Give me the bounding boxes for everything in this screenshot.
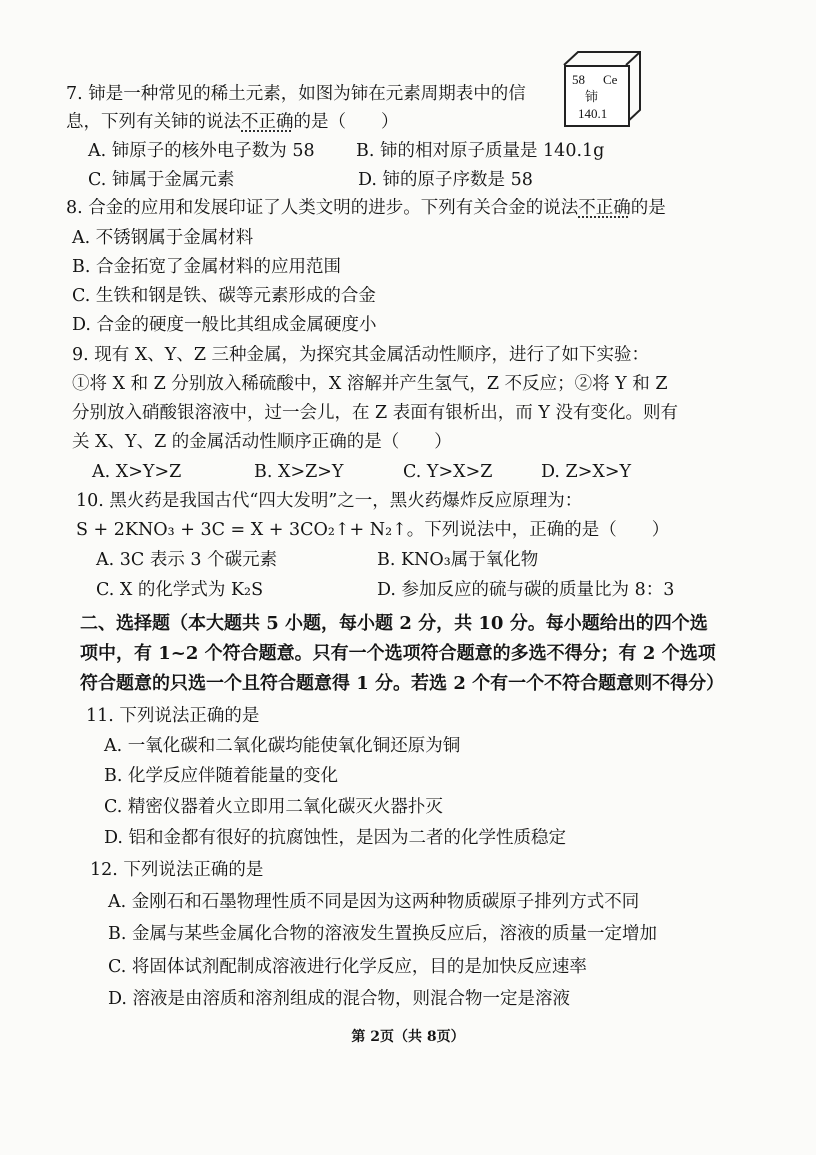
element-name: 铈 bbox=[585, 89, 599, 104]
q8-option-d: D. 合金的硬度一般比其组成金属硬度小 bbox=[72, 315, 377, 335]
q10-stem-line1: 10. 黑火药是我国古代“四大发明”之一，黑火药爆炸反应原理为： bbox=[76, 491, 583, 511]
q11-option-b: B. 化学反应伴随着能量的变化 bbox=[104, 766, 338, 786]
q10-option-d: D. 参加反应的硫与碳的质量比为 8：3 bbox=[377, 580, 675, 600]
q7-stem-text-b: 的是（ ） bbox=[293, 112, 399, 132]
q7-stem-line1: 7. 铈是一种常见的稀土元素，如图为铈在元素周期表中的信 bbox=[66, 84, 526, 104]
q8-option-b: B. 合金拓宽了金属材料的应用范围 bbox=[72, 257, 341, 277]
q7-stem-line2 bbox=[66, 110, 399, 134]
q7-option-c: C. 铈属于金属元素 bbox=[88, 170, 235, 190]
q9-stem-line1: 9. 现有 X、Y、Z 三种金属，为探究其金属活动性顺序，进行了如下实验： bbox=[72, 345, 650, 365]
section2-heading-line1: 二、选择题（本大题共 5 小题，每小题 2 分，共 10 分。每小题给出的四个选 bbox=[80, 613, 708, 634]
q8-stem-text-b: 的是 bbox=[630, 198, 666, 218]
q10-option-a: A. 3C 表示 3 个碳元素 bbox=[96, 550, 278, 570]
q12-option-c: C. 将固体试剂配制成溶液进行化学反应，目的是加快反应速率 bbox=[108, 957, 587, 977]
q9-option-b: B. X>Z>Y bbox=[254, 462, 344, 482]
q7-emphasis: 不正确 bbox=[241, 112, 294, 132]
q7-option-d: D. 铈的原子序数是 58 bbox=[358, 170, 533, 190]
q10-option-c: C. X 的化学式为 K₂S bbox=[96, 580, 264, 600]
q8-stem-text-a: 8. 合金的应用和发展印证了人类文明的进步。下列有关合金的说法 bbox=[66, 198, 579, 218]
q8-option-c: C. 生铁和钢是铁、碳等元素形成的合金 bbox=[72, 286, 376, 306]
q9-option-d: D. Z>X>Y bbox=[541, 462, 632, 482]
q9-stem-line3: 分别放入硝酸银溶液中，过一会儿，在 Z 表面有银析出，而 Y 没有变化。则有 bbox=[72, 403, 678, 423]
q12-stem: 12. 下列说法正确的是 bbox=[90, 860, 264, 880]
q9-option-a: A. X>Y>Z bbox=[92, 462, 182, 482]
q11-option-c: C. 精密仪器着火立即用二氧化碳灭火器扑灭 bbox=[104, 797, 443, 817]
section2-heading-line2: 项中，有 1~2 个符合题意。只有一个选项符合题意的多选不得分；有 2 个选项 bbox=[80, 643, 716, 664]
element-symbol: Ce bbox=[603, 72, 618, 87]
q8-option-a: A. 不锈钢属于金属材料 bbox=[72, 228, 254, 248]
q12-option-b: B. 金属与某些金属化合物的溶液发生置换反应后，溶液的质量一定增加 bbox=[108, 924, 657, 944]
q9-stem-line2: ①将 X 和 Z 分别放入稀硫酸中，X 溶解并产生氢气，Z 不反应；②将 Y 和 Z bbox=[72, 374, 668, 394]
q9-stem-line4: 关 X、Y、Z 的金属活动性顺序正确的是（ ） bbox=[72, 432, 452, 452]
q8-emphasis: 不正确 bbox=[578, 198, 631, 218]
element-number: 58 bbox=[572, 72, 585, 87]
q7-stem-text-a: 息，下列有关铈的说法 bbox=[66, 112, 241, 132]
page-number: 第 2页（共 8页） bbox=[351, 1029, 465, 1045]
q10-stem-line2: S + 2KNO₃ + 3C = X + 3CO₂↑+ N₂↑。下列说法中，正确的是（ ） bbox=[76, 520, 670, 540]
q11-stem: 11. 下列说法正确的是 bbox=[86, 706, 260, 726]
q11-option-d: D. 铝和金都有很好的抗腐蚀性，是因为二者的化学性质稳定 bbox=[104, 828, 567, 848]
q7-option-a: A. 铈原子的核外电子数为 58 bbox=[88, 141, 315, 161]
q9-option-c: C. Y>X>Z bbox=[403, 462, 493, 482]
q12-option-d: D. 溶液是由溶质和溶剂组成的混合物，则混合物一定是溶液 bbox=[108, 989, 571, 1009]
element-mass: 140.1 bbox=[578, 106, 608, 121]
q7-option-b: B. 铈的相对原子质量是 140.1g bbox=[356, 141, 605, 161]
section2-heading-line3: 符合题意的只选一个且符合题意得 1 分。若选 2 个有一个不符合题意则不得分） bbox=[80, 673, 725, 694]
q11-option-a: A. 一氧化碳和二氧化碳均能使氧化铜还原为铜 bbox=[104, 736, 461, 756]
q10-option-b: B. KNO₃属于氧化物 bbox=[377, 550, 539, 570]
q8-stem bbox=[66, 196, 666, 220]
q12-option-a: A. 金刚石和石墨物理性质不同是因为这两种物质碳原子排列方式不同 bbox=[108, 892, 640, 912]
